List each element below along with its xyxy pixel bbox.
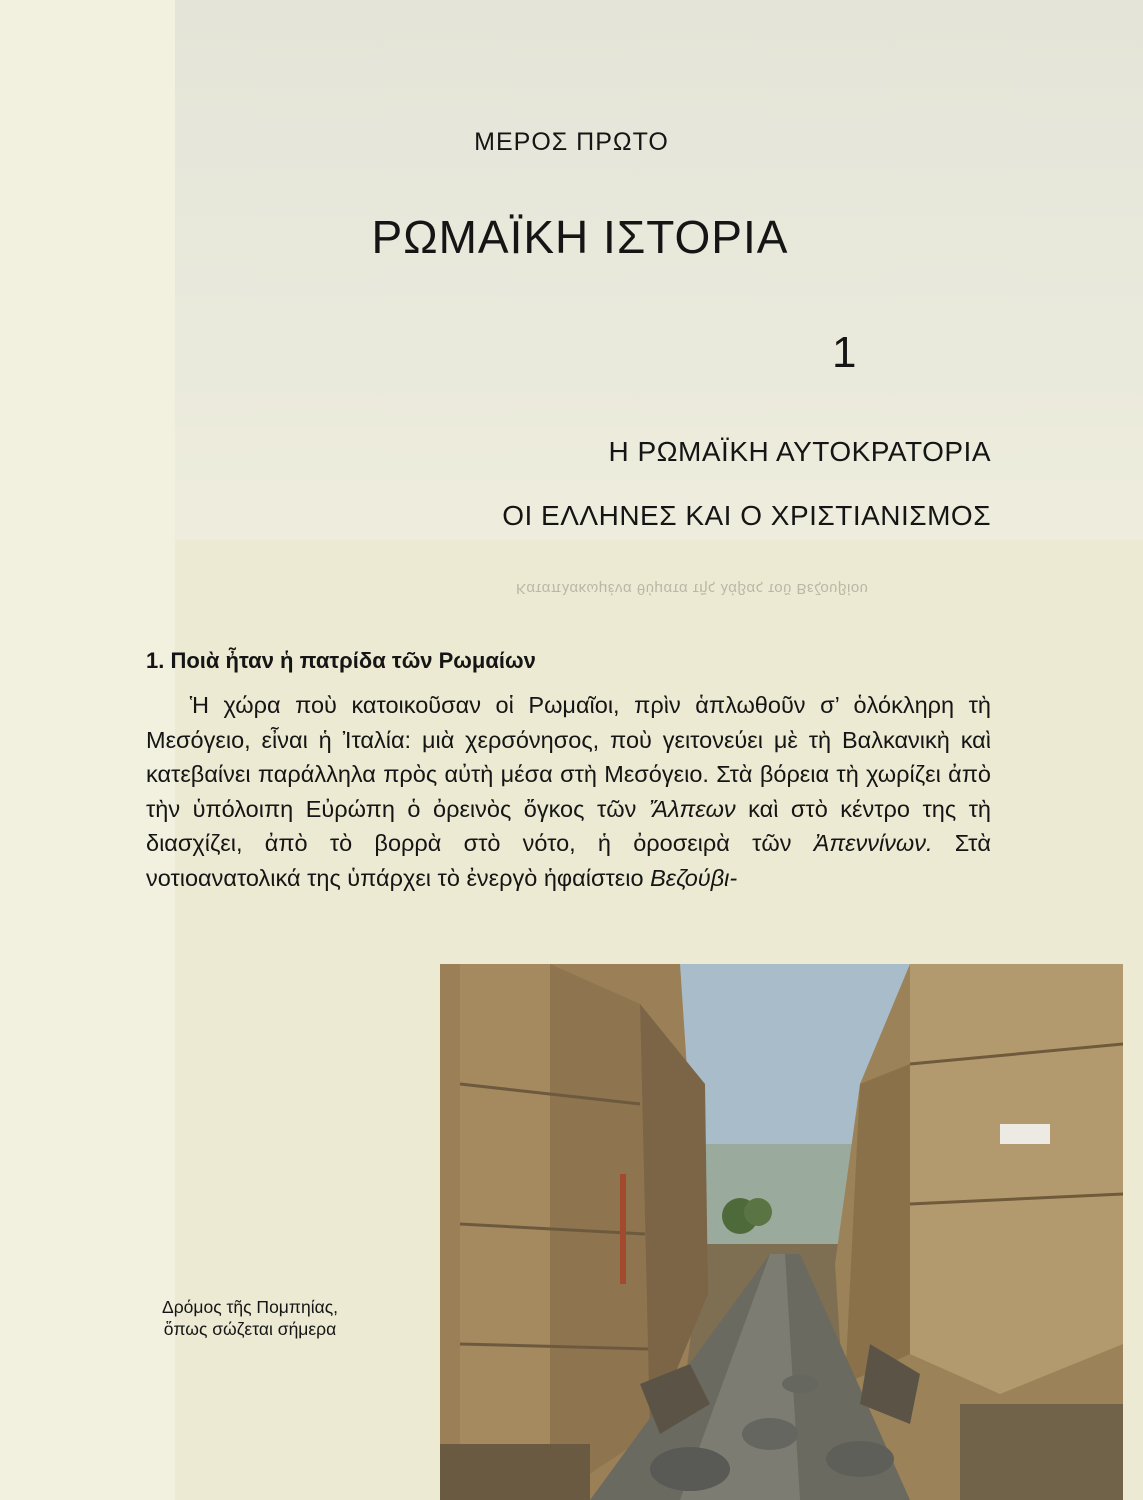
section-body bbox=[146, 688, 991, 895]
bleed-through-caption: Καταπλακωμένα θύματα τῆς λάβας τοῦ Βεζουβίου bbox=[516, 580, 869, 597]
pompeii-street-photo bbox=[440, 964, 1123, 1500]
term-vesuvius: Βεζούβι- bbox=[650, 864, 738, 891]
chapter-heading-1: Η ΡΩΜΑΪΚΗ ΑΥΤΟΚΡΑΤΟΡΙΑ bbox=[608, 436, 991, 467]
chapter-heading-2: ΟΙ ΕΛΛΗΝΕΣ ΚΑΙ Ο ΧΡΙΣΤΙΑΝΙΣΜΟΣ bbox=[502, 500, 991, 531]
photo-caption bbox=[130, 1296, 370, 1340]
photo-caption-line-2: ὅπως σώζεται σήμερα bbox=[163, 1319, 337, 1339]
term-alps: Ἄλπεων bbox=[648, 795, 736, 822]
term-apennines: Ἀπεννίνων. bbox=[813, 830, 933, 856]
main-title: ΡΩΜΑΪΚΗ ΙΣΤΟΡΙΑ bbox=[371, 211, 789, 263]
pompeii-street-illustration bbox=[440, 964, 1123, 1500]
body-text-3: Στὰ νοτιοανατολικά της ὑπάρχει τὸ ἐνεργὸ ἡφαίστειο bbox=[146, 830, 992, 891]
part-label: ΜΕΡΟΣ ΠΡΩΤΟ bbox=[474, 128, 669, 156]
chapter-number: 1 bbox=[832, 328, 857, 377]
section-title: 1. Ποιὰ ἦταν ἡ πατρίδα τῶν Ρωμαίων bbox=[146, 648, 536, 673]
photo-caption-line-1: Δρόμος τῆς Πομπηίας, bbox=[162, 1297, 338, 1317]
body-text-1: Ἡ χώρα ποὺ κατοικοῦσαν οἱ Ρωμαῖοι, πρὶν ἁπλωθοῦν σ’ ὁλόκληρη τὴ Μεσόγειο, εἶναι ἡ Ἰταλία: μιὰ χερσόνησος, ποὺ γειτονεύει μὲ τὴ Βαλκανικὴ καὶ κατεβαίνει παράλληλα πρὸς αὐτὴ μέσα στὴ Μεσόγειο. Στὰ βόρεια τὴ χωρίζει ἀπὸ τὴν ὑπόλοιπη Εὐρώπη ὁ ὀρεινὸς ὄγκος τῶν bbox=[146, 692, 991, 822]
body-text-2: καὶ στὸ κέντρο της τὴ διασχίζει, ἀπὸ τὸ βορρὰ στὸ νότο, ἡ ὀροσειρὰ τῶν bbox=[146, 795, 991, 856]
